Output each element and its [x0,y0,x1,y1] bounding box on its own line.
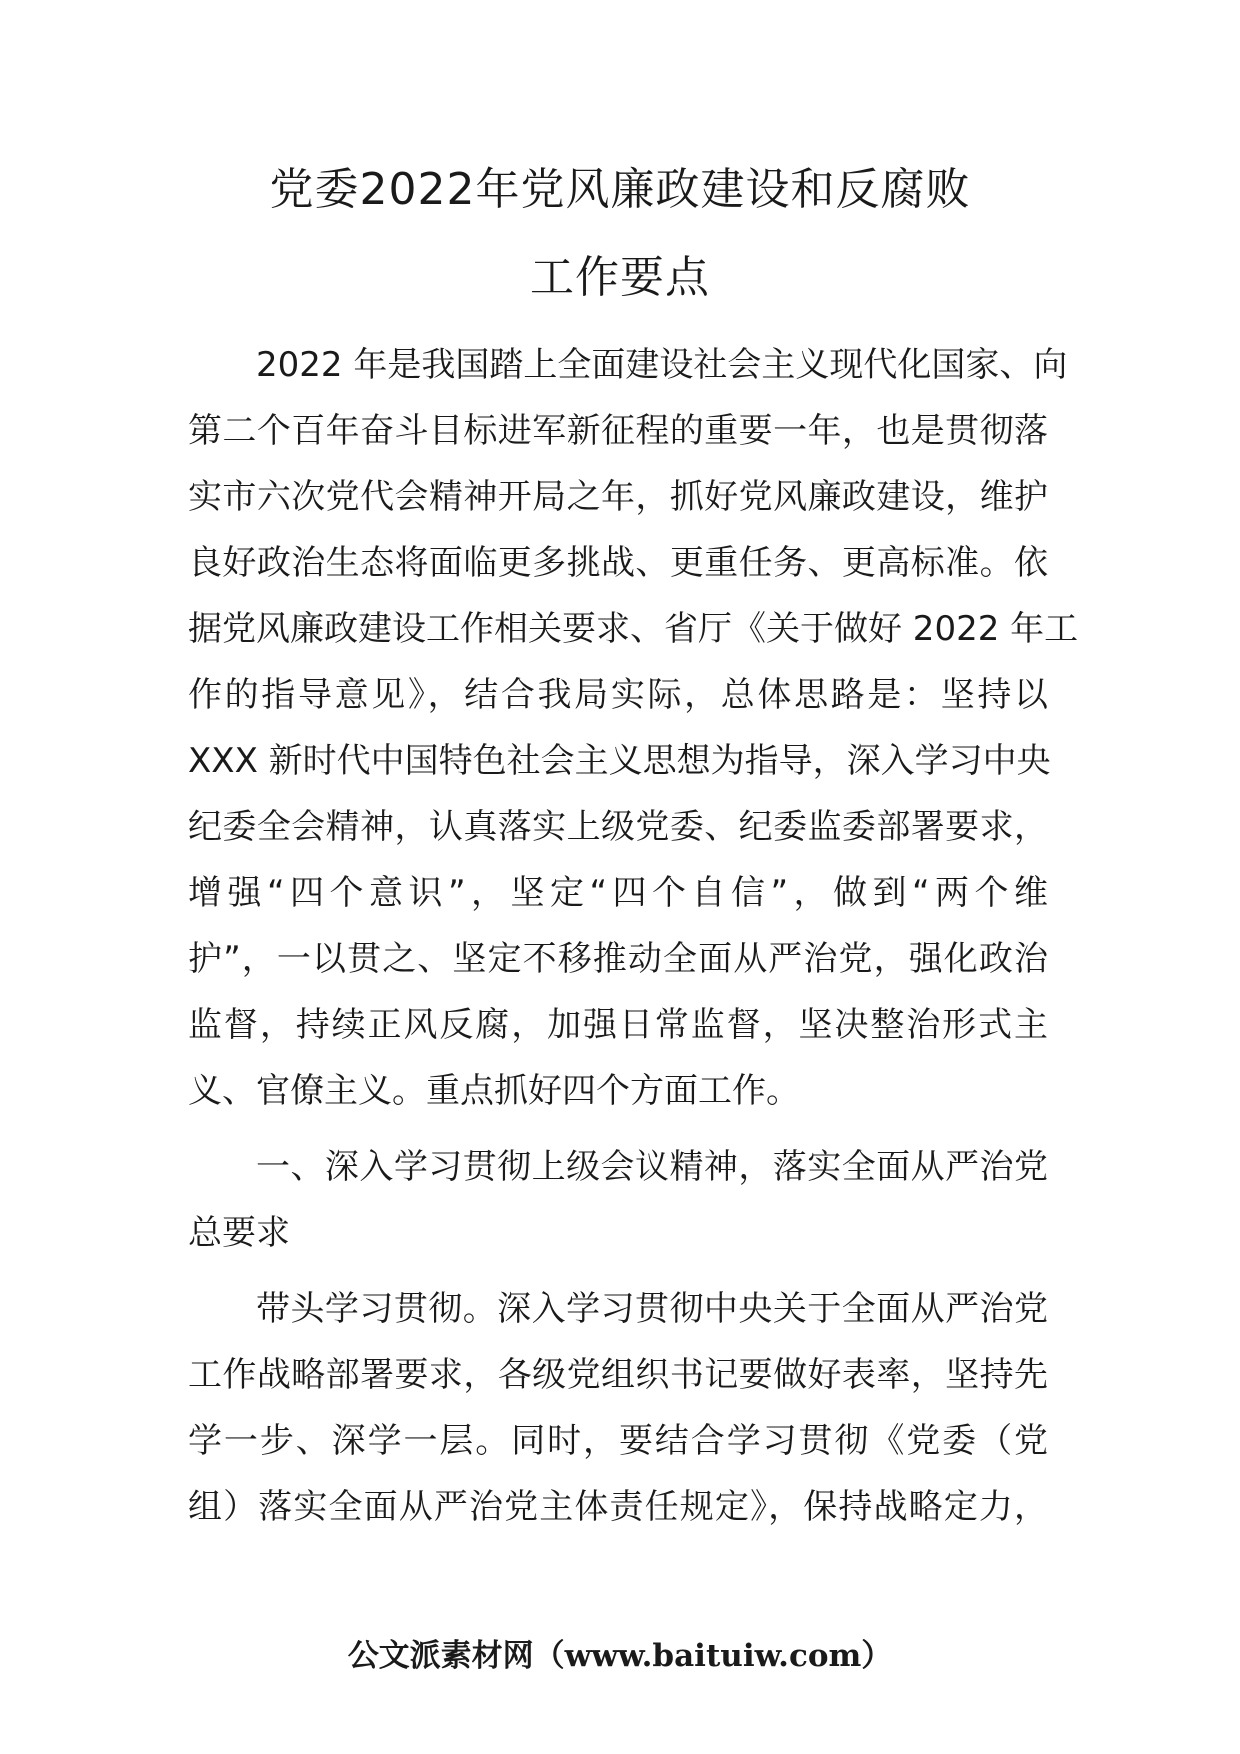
paragraph-line: 监督，持续正风反腐，加强日常监督，坚决整治形式主 [188,1005,1048,1045]
document-title-line-2: 工作要点 [530,252,710,303]
section-heading-line: 一、深入学习贯彻上级会议精神，落实全面从严治党 [256,1147,1048,1187]
document-title-line-1: 党委2022年党风廉政建设和反腐败 [269,164,971,215]
intro-paragraph [188,332,1079,1124]
paragraph-line: 纪委全会精神，认真落实上级党委、纪委监委部署要求， [188,807,1048,847]
paragraph-line: 实市六次党代会精神开局之年，抓好党风廉政建设，维护 [188,477,1048,517]
paragraph-line: XXX 新时代中国特色社会主义思想为指导，深入学习中央 [188,741,1051,781]
paragraph-line: 据党风廉政建设工作相关要求、省厅《关于做好 2022 年工 [188,609,1079,649]
paragraph-line: 第二个百年奋斗目标进军新征程的重要一年，也是贯彻落 [188,411,1048,451]
footer-source-text: 公文派素材网（www.baituiw.com） [347,1638,893,1674]
paragraph-line: 义、官僚主义。重点抓好四个方面工作。 [188,1071,800,1111]
paragraph-line: 组）落实全面从严治党主体责任规定》，保持战略定力， [188,1487,1048,1527]
paragraph-line: 良好政治生态将面临更多挑战、更重任务、更高标准。依 [188,543,1048,583]
section-heading-line: 总要求 [188,1213,290,1253]
section-paragraph [188,1276,1048,1540]
paragraph-line: 增强“四个意识”，坚定“四个自信”，做到“两个维 [188,873,1048,913]
paragraph-line: 作的指导意见》，结合我局实际，总体思路是：坚持以 [188,675,1048,715]
paragraph-line: 学一步、深学一层。同时，要结合学习贯彻《党委（党 [188,1421,1048,1461]
paragraph-line: 工作战略部署要求，各级党组织书记要做好表率，坚持先 [188,1355,1048,1395]
paragraph-line: 2022 年是我国踏上全面建设社会主义现代化国家、向 [256,345,1068,385]
section-heading [188,1134,1048,1266]
paragraph-line: 护”，一以贯之、坚定不移推动全面从严治党，强化政治 [188,939,1048,979]
paragraph-line: 带头学习贯彻。深入学习贯彻中央关于全面从严治党 [256,1289,1048,1329]
